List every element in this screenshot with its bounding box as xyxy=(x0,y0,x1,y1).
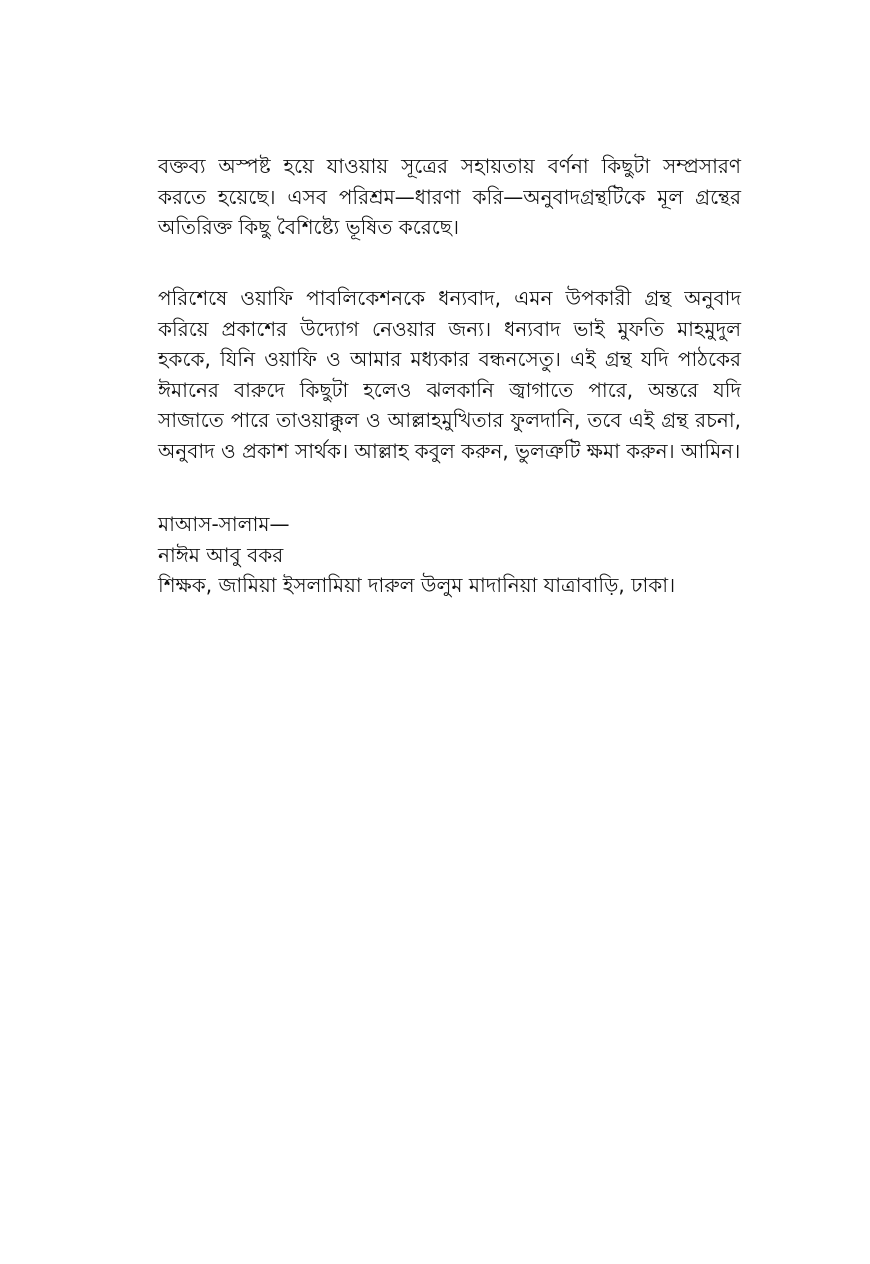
author-designation: শিক্ষক, জামিয়া ইসলামিয়া দারুল উলুম মাদানিয়া যাত্রাবাড়ি, ঢাকা। xyxy=(158,573,676,597)
signoff-salutation: মাআস-সালাম— xyxy=(158,512,290,536)
signoff-block xyxy=(158,509,778,601)
body-paragraph-acknowledgement: পরিশেষে ওয়াফি পাবলিকেশনকে ধন্যবাদ, এমন উপকারী গ্রন্থ অনুবাদ করিয়ে প্রকাশের উদ্যোগ নেওয়ার জন্য। ধন্যবাদ ভাই মুফতি মাহমুদুল হককে, যিনি ওয়াফি ও আমার মধ্যকার বন্ধনসেতু। এই গ্রন্থ যদি পাঠকের ঈমানের বারুদে কিছুটা হলেও ঝলকানি জ্বাগাতে পারে, অন্তরে যদি সাজাতে পারে তাওয়াক্কুল ও আল্লাহমুখিতার ফুলদানি, তবে এই গ্রন্থ রচনা, অনুবাদ ও প্রকাশ সার্থক। আল্লাহ কবুল করুন, ভুলত্রুটি ক্ষমা করুন। আমিন। xyxy=(158,286,741,463)
author-name: নাঈম আবু বকর xyxy=(158,542,284,567)
body-paragraph-translation-note: বক্তব্য অস্পষ্ট হয়ে যাওয়ায় সূত্রের সহায়তায় বর্ণনা কিছুটা সম্প্রসারণ করতে হয়েছে। এসব পরিশ্রম—ধারণা করি—অনুবাদগ্রন্থটিকে মূল গ্রন্থের অতিরিক্ত কিছু বৈশিষ্ট্যে ভূষিত করেছে। xyxy=(158,154,741,239)
